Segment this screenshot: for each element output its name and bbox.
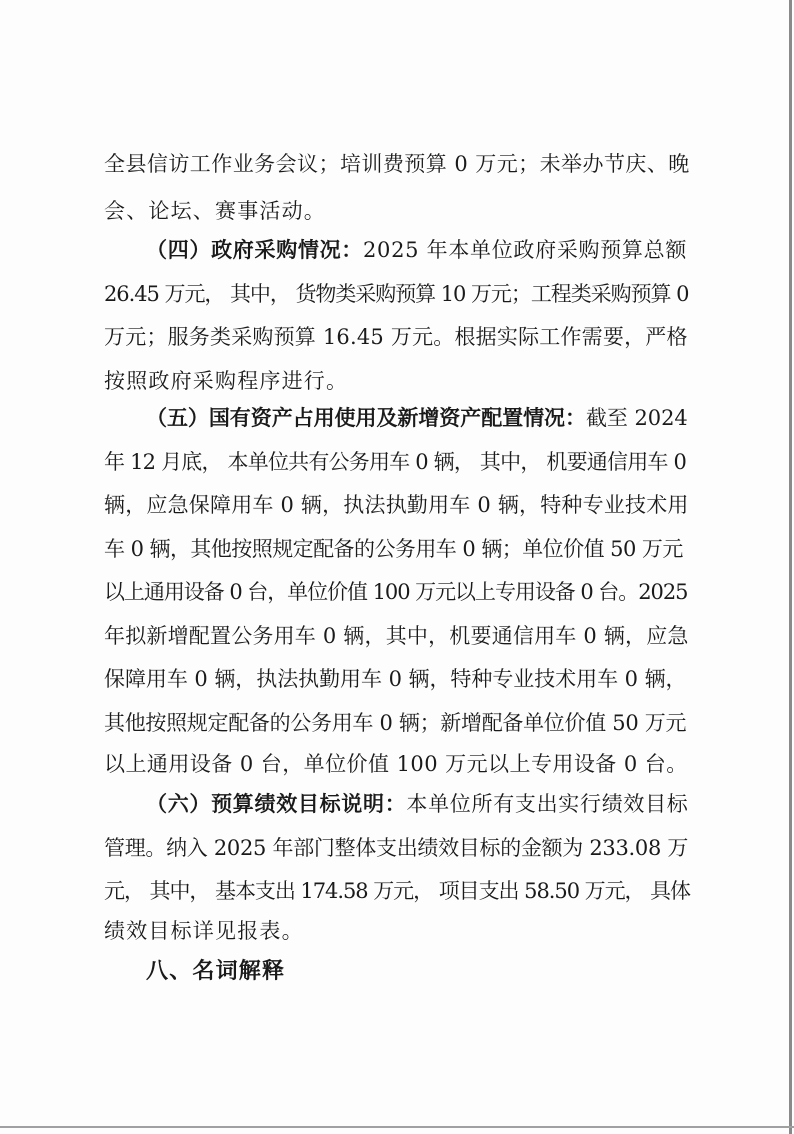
text-line: 元， 其中， 基本支出 174.58 万元， 项目支出 58.50 万元， 具体	[104, 879, 690, 903]
paragraph-assets	[146, 404, 688, 432]
text-span: 截至 2024	[585, 406, 688, 430]
text-line: 管理。纳入 2025 年部门整体支出绩效目标的金额为 233.08 万	[104, 836, 689, 860]
text-line: 年拟新增配置公务用车 0 辆，其中，机要通信用车 0 辆，应急	[104, 624, 689, 648]
section-label: （五）国有资产占用使用及新增资产配置情况：	[146, 406, 586, 430]
scan-edge-right	[789, 0, 792, 1134]
section-label: （六）预算绩效目标说明：	[146, 792, 407, 816]
text-line: 全县信访工作业务会议；培训费预算 0 万元；未举办节庆、晚	[104, 152, 690, 176]
text-span: 本单位所有支出实行绩效目标	[406, 792, 689, 816]
text-line: 年 12 月底， 本单位共有公务用车 0 辆， 其中， 机要通信用车 0	[104, 450, 687, 474]
paragraph-performance	[146, 790, 689, 818]
text-line: 万元；服务类采购预算 16.45 万元。根据实际工作需要，严格	[104, 325, 688, 349]
text-line: 保障用车 0 辆，执法执勤用车 0 辆，特种专业技术用车 0 辆，	[104, 667, 687, 691]
text-line: 按照政府采购程序进行。	[104, 369, 349, 393]
text-line: 其他按照规定配备的公务用车 0 辆；新增配备单位价值 50 万元	[104, 711, 687, 735]
text-line: 会、论坛、赛事活动。	[104, 199, 326, 223]
text-line: 车 0 辆，其他按照规定配备的公务用车 0 辆；单位价值 50 万元	[104, 537, 683, 561]
section-label: （四）政府采购情况：	[146, 238, 363, 262]
text-line: 26.45 万元， 其中， 货物类采购预算 10 万元；工程类采购预算 0	[104, 282, 689, 306]
text-line: 以上通用设备 0 台，单位价值 100 万元以上专用设备 0 台。	[104, 752, 688, 776]
text-span: 2025 年本单位政府采购预算总额	[363, 238, 688, 262]
scan-edge-bottom	[0, 1126, 794, 1128]
section-heading: 八、名词解释	[146, 959, 286, 984]
paragraph-purchasing	[146, 236, 687, 264]
text-line: 辆，应急保障用车 0 辆，执法执勤用车 0 辆，特种专业技术用	[104, 493, 689, 517]
text-line: 绩效目标详见报表。	[104, 919, 304, 943]
text-line: 以上通用设备 0 台，单位价值 100 万元以上专用设备 0 台。2025	[104, 580, 688, 604]
